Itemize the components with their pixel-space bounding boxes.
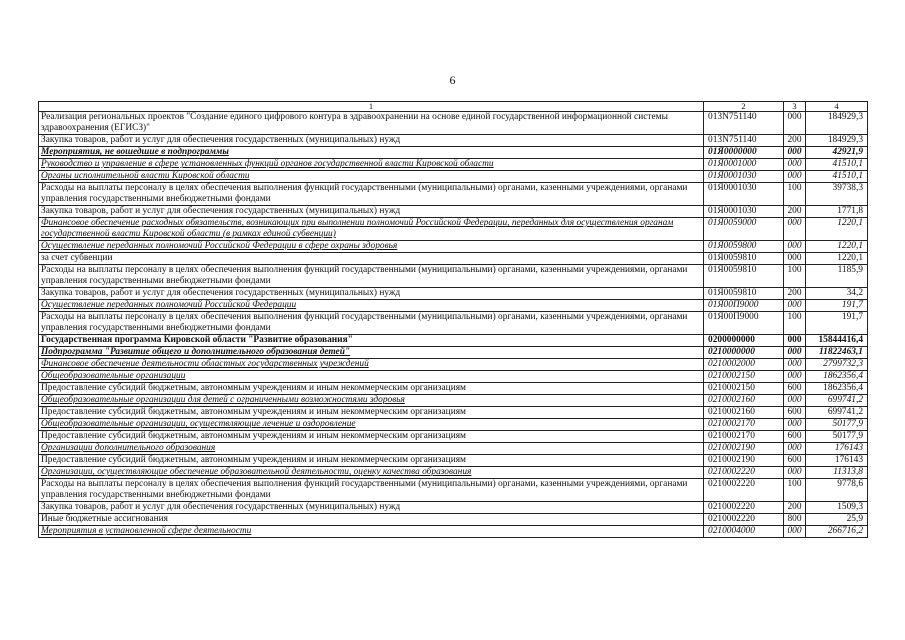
table-row — [39, 407, 868, 419]
cell-expense-type: 000 — [784, 159, 806, 171]
cell-name: Руководство и управление в сфере установленных функций органов государственной власти Кировской области — [39, 159, 704, 171]
cell-sum: 191,7 — [806, 300, 868, 312]
cell-name: Мероприятия в установленной сфере деятельности — [39, 526, 704, 538]
cell-code: 01Я0059810 — [704, 265, 784, 288]
table-row — [39, 206, 868, 218]
cell-code: 0210002220 — [704, 479, 784, 502]
table-row — [39, 514, 868, 526]
header-col-name: 1 — [39, 102, 704, 112]
cell-expense-type: 000 — [784, 112, 806, 135]
cell-name: Организации, осуществляющие обеспечение образовательной деятельности, оценку качества образования — [39, 467, 704, 479]
cell-sum: 184929,3 — [806, 112, 868, 135]
cell-expense-type: 600 — [784, 431, 806, 443]
cell-expense-type: 000 — [784, 359, 806, 371]
cell-code: 01Я0001030 — [704, 206, 784, 218]
table-row — [39, 147, 868, 159]
cell-sum: 176143 — [806, 455, 868, 467]
cell-sum: 15844416,4 — [806, 335, 868, 347]
cell-expense-type: 000 — [784, 419, 806, 431]
cell-sum: 184929,3 — [806, 135, 868, 147]
cell-sum: 11313,8 — [806, 467, 868, 479]
table-row — [39, 455, 868, 467]
cell-code: 0210004000 — [704, 526, 784, 538]
cell-expense-type: 100 — [784, 312, 806, 335]
cell-code: 0210002190 — [704, 443, 784, 455]
cell-expense-type: 000 — [784, 171, 806, 183]
cell-sum: 1771,8 — [806, 206, 868, 218]
table-row — [39, 419, 868, 431]
table-row — [39, 467, 868, 479]
cell-expense-type: 000 — [784, 253, 806, 265]
cell-code: 0210002000 — [704, 359, 784, 371]
cell-sum: 1509,3 — [806, 502, 868, 514]
cell-code: 01Я0059810 — [704, 288, 784, 300]
cell-code: 0210002220 — [704, 502, 784, 514]
cell-name: Предоставление субсидий бюджетным, автономным учреждениям и иным некоммерческим организациям — [39, 407, 704, 419]
cell-code: 0210002220 — [704, 514, 784, 526]
cell-code: 01Я0001000 — [704, 159, 784, 171]
cell-expense-type: 100 — [784, 183, 806, 206]
cell-name: Осуществление переданных полномочий Российской Федерации — [39, 300, 704, 312]
table-row — [39, 300, 868, 312]
cell-sum: 1220,1 — [806, 253, 868, 265]
header-col-type: 3 — [784, 102, 806, 112]
budget-table-body — [39, 102, 868, 538]
cell-code: 01Я0001030 — [704, 183, 784, 206]
cell-expense-type: 200 — [784, 502, 806, 514]
cell-code: 0210002170 — [704, 419, 784, 431]
cell-expense-type: 000 — [784, 526, 806, 538]
cell-expense-type: 200 — [784, 135, 806, 147]
cell-sum: 176143 — [806, 443, 868, 455]
cell-sum: 1220,1 — [806, 218, 868, 241]
cell-expense-type: 200 — [784, 206, 806, 218]
cell-name: Расходы на выплаты персоналу в целях обеспечения выполнения функций государственными (муниципальными) органами, казенными учреждениями, органами управления государственными внебюджетными фондами — [39, 312, 704, 335]
cell-code: 013N751140 — [704, 135, 784, 147]
cell-code: 0210002170 — [704, 431, 784, 443]
cell-sum: 1862356,4 — [806, 383, 868, 395]
cell-code: 01Я0000000 — [704, 147, 784, 159]
table-row — [39, 526, 868, 538]
cell-expense-type: 000 — [784, 147, 806, 159]
cell-sum: 266716,2 — [806, 526, 868, 538]
cell-expense-type: 000 — [784, 335, 806, 347]
cell-expense-type: 200 — [784, 288, 806, 300]
table-row — [39, 288, 868, 300]
table-row — [39, 443, 868, 455]
cell-sum: 41510,1 — [806, 159, 868, 171]
cell-expense-type: 000 — [784, 371, 806, 383]
cell-name: Расходы на выплаты персоналу в целях обеспечения выполнения функций государственными (муниципальными) органами, казенными учреждениями, органами управления государственными внебюджетными фондами — [39, 183, 704, 206]
cell-code: 0210002160 — [704, 395, 784, 407]
cell-code: 0210002160 — [704, 407, 784, 419]
cell-name: Закупка товаров, работ и услуг для обеспечения государственных (муниципальных) нужд — [39, 288, 704, 300]
cell-name: Осуществление переданных полномочий Российской Федерации в сфере охраны здоровья — [39, 241, 704, 253]
cell-code: 01Я0059810 — [704, 253, 784, 265]
cell-sum: 699741,2 — [806, 395, 868, 407]
table-row — [39, 347, 868, 359]
table-header-row — [39, 102, 868, 112]
table-row — [39, 371, 868, 383]
cell-expense-type: 000 — [784, 467, 806, 479]
header-col-sum: 4 — [806, 102, 868, 112]
cell-name: Закупка товаров, работ и услуг для обеспечения государственных (муниципальных) нужд — [39, 135, 704, 147]
cell-sum: 11822463,1 — [806, 347, 868, 359]
table-row — [39, 171, 868, 183]
table-row — [39, 479, 868, 502]
cell-expense-type: 600 — [784, 407, 806, 419]
cell-name: Предоставление субсидий бюджетным, автономным учреждениям и иным некоммерческим организациям — [39, 383, 704, 395]
cell-expense-type: 000 — [784, 443, 806, 455]
cell-code: 01Я0001030 — [704, 171, 784, 183]
cell-name: Органы исполнительной власти Кировской области — [39, 171, 704, 183]
budget-table — [38, 101, 868, 538]
cell-expense-type: 000 — [784, 218, 806, 241]
cell-name: Государственная программа Кировской области "Развитие образования" — [39, 335, 704, 347]
table-row — [39, 183, 868, 206]
table-row — [39, 112, 868, 135]
cell-code: 01Я00П9000 — [704, 300, 784, 312]
cell-code: 01Я0059800 — [704, 241, 784, 253]
cell-name: Подпрограмма "Развитие общего и дополнительного образования детей" — [39, 347, 704, 359]
cell-expense-type: 000 — [784, 395, 806, 407]
cell-code: 013N751140 — [704, 112, 784, 135]
table-row — [39, 431, 868, 443]
cell-name: за счет субвенции — [39, 253, 704, 265]
cell-expense-type: 100 — [784, 479, 806, 502]
cell-expense-type: 100 — [784, 265, 806, 288]
cell-code: 01Я00П9000 — [704, 312, 784, 335]
cell-name: Предоставление субсидий бюджетным, автономным учреждениям и иным некоммерческим организациям — [39, 455, 704, 467]
cell-expense-type: 000 — [784, 241, 806, 253]
table-row — [39, 359, 868, 371]
cell-name: Финансовое обеспечение расходных обязательств, возникающих при выполнении полномочий Российской Федерации, переданных для осуществления органам государственной власти Кировской области (в рамках единой субвенции) — [39, 218, 704, 241]
cell-sum: 1185,9 — [806, 265, 868, 288]
table-row — [39, 159, 868, 171]
table-row — [39, 253, 868, 265]
cell-code: 0210000000 — [704, 347, 784, 359]
cell-sum: 699741,2 — [806, 407, 868, 419]
table-row — [39, 241, 868, 253]
cell-name: Иные бюджетные ассигнования — [39, 514, 704, 526]
cell-code: 0210002220 — [704, 467, 784, 479]
cell-expense-type: 000 — [784, 347, 806, 359]
cell-sum: 42921,9 — [806, 147, 868, 159]
cell-sum: 191,7 — [806, 312, 868, 335]
cell-code: 0210002150 — [704, 371, 784, 383]
cell-name: Мероприятия, не вошедшие в подпрограммы — [39, 147, 704, 159]
table-row — [39, 335, 868, 347]
table-row — [39, 395, 868, 407]
table-row — [39, 312, 868, 335]
cell-sum: 50177,9 — [806, 419, 868, 431]
cell-sum: 2799732,3 — [806, 359, 868, 371]
cell-sum: 25,9 — [806, 514, 868, 526]
cell-expense-type: 600 — [784, 455, 806, 467]
table-row — [39, 383, 868, 395]
cell-sum: 1220,1 — [806, 241, 868, 253]
cell-code: 0210002190 — [704, 455, 784, 467]
cell-code: 0200000000 — [704, 335, 784, 347]
page-number: 6 — [449, 73, 456, 87]
cell-name: Расходы на выплаты персоналу в целях обеспечения выполнения функций государственными (муниципальными) органами, казенными учреждениями, органами управления государственными внебюджетными фондами — [39, 479, 704, 502]
cell-name: Финансовое обеспечение деятельности областных государственных учреждений — [39, 359, 704, 371]
cell-name: Закупка товаров, работ и услуг для обеспечения государственных (муниципальных) нужд — [39, 206, 704, 218]
cell-sum: 50177,9 — [806, 431, 868, 443]
table-row — [39, 502, 868, 514]
table-row — [39, 135, 868, 147]
cell-name: Реализация региональных проектов "Создание единого цифрового контура в здравоохранении на основе единой государственной информационной системы здравоохранения (ЕГИСЗ)" — [39, 112, 704, 135]
cell-expense-type: 600 — [784, 383, 806, 395]
cell-name: Общеобразовательные организации — [39, 371, 704, 383]
cell-name: Предоставление субсидий бюджетным, автономным учреждениям и иным некоммерческим организациям — [39, 431, 704, 443]
cell-code: 0210002150 — [704, 383, 784, 395]
cell-sum: 41510,1 — [806, 171, 868, 183]
cell-sum: 39738,3 — [806, 183, 868, 206]
cell-name: Расходы на выплаты персоналу в целях обеспечения выполнения функций государственными (муниципальными) органами, казенными учреждениями, органами управления государственными внебюджетными фондами — [39, 265, 704, 288]
cell-name: Общеобразовательные организации, осуществляющие лечение и оздоровление — [39, 419, 704, 431]
table-row — [39, 265, 868, 288]
cell-expense-type: 000 — [784, 300, 806, 312]
table-row — [39, 218, 868, 241]
cell-name: Организации дополнительного образования — [39, 443, 704, 455]
header-col-code: 2 — [704, 102, 784, 112]
cell-name: Закупка товаров, работ и услуг для обеспечения государственных (муниципальных) нужд — [39, 502, 704, 514]
cell-expense-type: 800 — [784, 514, 806, 526]
cell-code: 01Я0059000 — [704, 218, 784, 241]
cell-sum: 1862356,4 — [806, 371, 868, 383]
cell-name: Общеобразовательные организации для детей с ограниченными возможностями здоровья — [39, 395, 704, 407]
cell-sum: 9778,6 — [806, 479, 868, 502]
cell-sum: 34,2 — [806, 288, 868, 300]
